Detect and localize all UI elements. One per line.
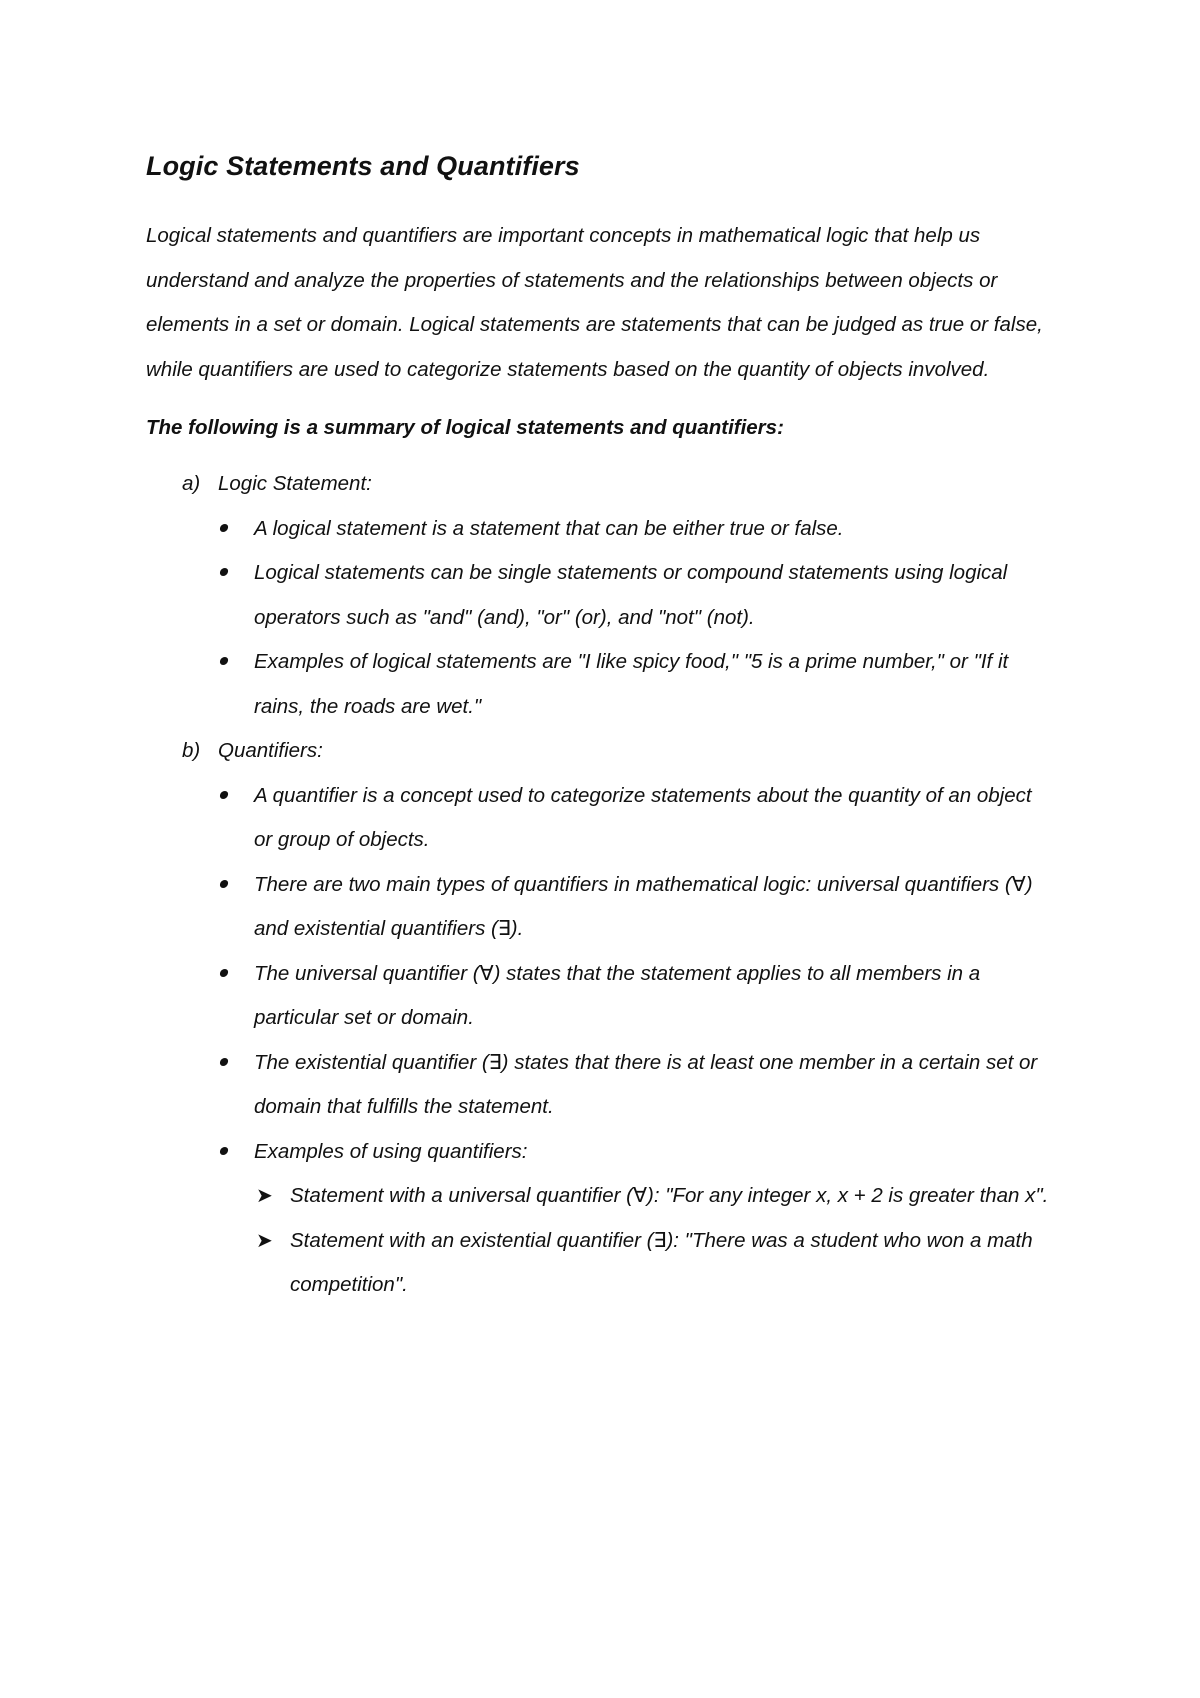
section-heading-text: Logic Statement:: [218, 472, 372, 495]
bullet-dot-icon: [219, 524, 229, 532]
bullet-list: [146, 774, 1076, 1175]
intro-paragraph: Logical statements and quantifiers are important concepts in mathematical logic that help us understand and analyze the properties of statements and the relationships between objects or elements in a set or domain. Logical statements are statements that can be judged as true or false, while quantifiers are used to categorize statements based on the quantity of objects involved.: [146, 224, 1043, 381]
bullet-dot-icon: [219, 657, 229, 665]
section-heading: [146, 729, 1076, 774]
bullet-dot-icon: [219, 969, 229, 977]
list-item-text: The universal quantifier (∀) states that the statement applies to all members in a particular set or domain.: [254, 961, 981, 1029]
bullet-dot-icon: [219, 791, 229, 799]
arrowhead-right-icon: ➤: [256, 1229, 273, 1252]
bullet-dot-icon: [219, 1058, 229, 1066]
list-item-text: Examples of logical statements are "I like spicy food," "5 is a prime number," or "If it rains, the roads are wet.": [254, 650, 1009, 718]
sub-list-item-text: Statement with an existential quantifier (∃): "There was a student who won a math competition".: [290, 1228, 1033, 1296]
list-item-text: A logical statement is a statement that can be either true or false.: [254, 516, 844, 540]
section-heading: [146, 462, 1076, 507]
list-item-text: There are two main types of quantifiers in mathematical logic: universal quantifiers (∀) and existential quantifiers (∃).: [254, 872, 1033, 940]
list-item: [146, 640, 1054, 729]
section-logic-statement: [146, 462, 1076, 729]
section-heading-text: Quantifiers:: [218, 739, 323, 762]
list-item-text: A quantifier is a concept used to categorize statements about the quantity of an object or group of objects.: [254, 783, 1032, 851]
section-marker: b): [182, 739, 201, 762]
bullet-dot-icon: [219, 880, 229, 888]
list-item: [146, 774, 1054, 863]
sub-item-list: [146, 1174, 1076, 1308]
list-item: [146, 551, 1054, 640]
list-item-text: Examples of using quantifiers:: [254, 1139, 528, 1163]
arrowhead-right-icon: ➤: [256, 1185, 273, 1207]
summary-heading: The following is a summary of logical statements and quantifiers:: [146, 416, 784, 439]
summary-list: [146, 462, 1076, 1308]
sub-list-item-text: Statement with a universal quantifier (∀): "For any integer x, x + 2 is greater than x".: [290, 1184, 1049, 1207]
list-item: [146, 507, 1054, 552]
list-item: [146, 863, 1054, 952]
document-content: [146, 146, 1076, 1308]
section-quantifiers: [146, 729, 1076, 1308]
bullet-list: [146, 507, 1076, 730]
document-title: Logic Statements and Quantifiers: [146, 151, 580, 181]
bullet-dot-icon: [219, 1147, 229, 1155]
section-marker: a): [182, 472, 201, 495]
list-item: [146, 1130, 1054, 1175]
sub-list-item: [146, 1174, 1060, 1219]
bullet-dot-icon: [219, 568, 229, 576]
list-item: [146, 952, 1054, 1041]
list-item-text: Logical statements can be single statements or compound statements using logical operators such as "and" (and), "or" (or), and "not" (not).: [254, 561, 1008, 629]
list-item-text: The existential quantifier (∃) states that there is at least one member in a certain set or domain that fulfills the statement.: [254, 1050, 1038, 1118]
sub-list-item: [146, 1219, 1060, 1308]
list-item: [146, 1041, 1054, 1130]
